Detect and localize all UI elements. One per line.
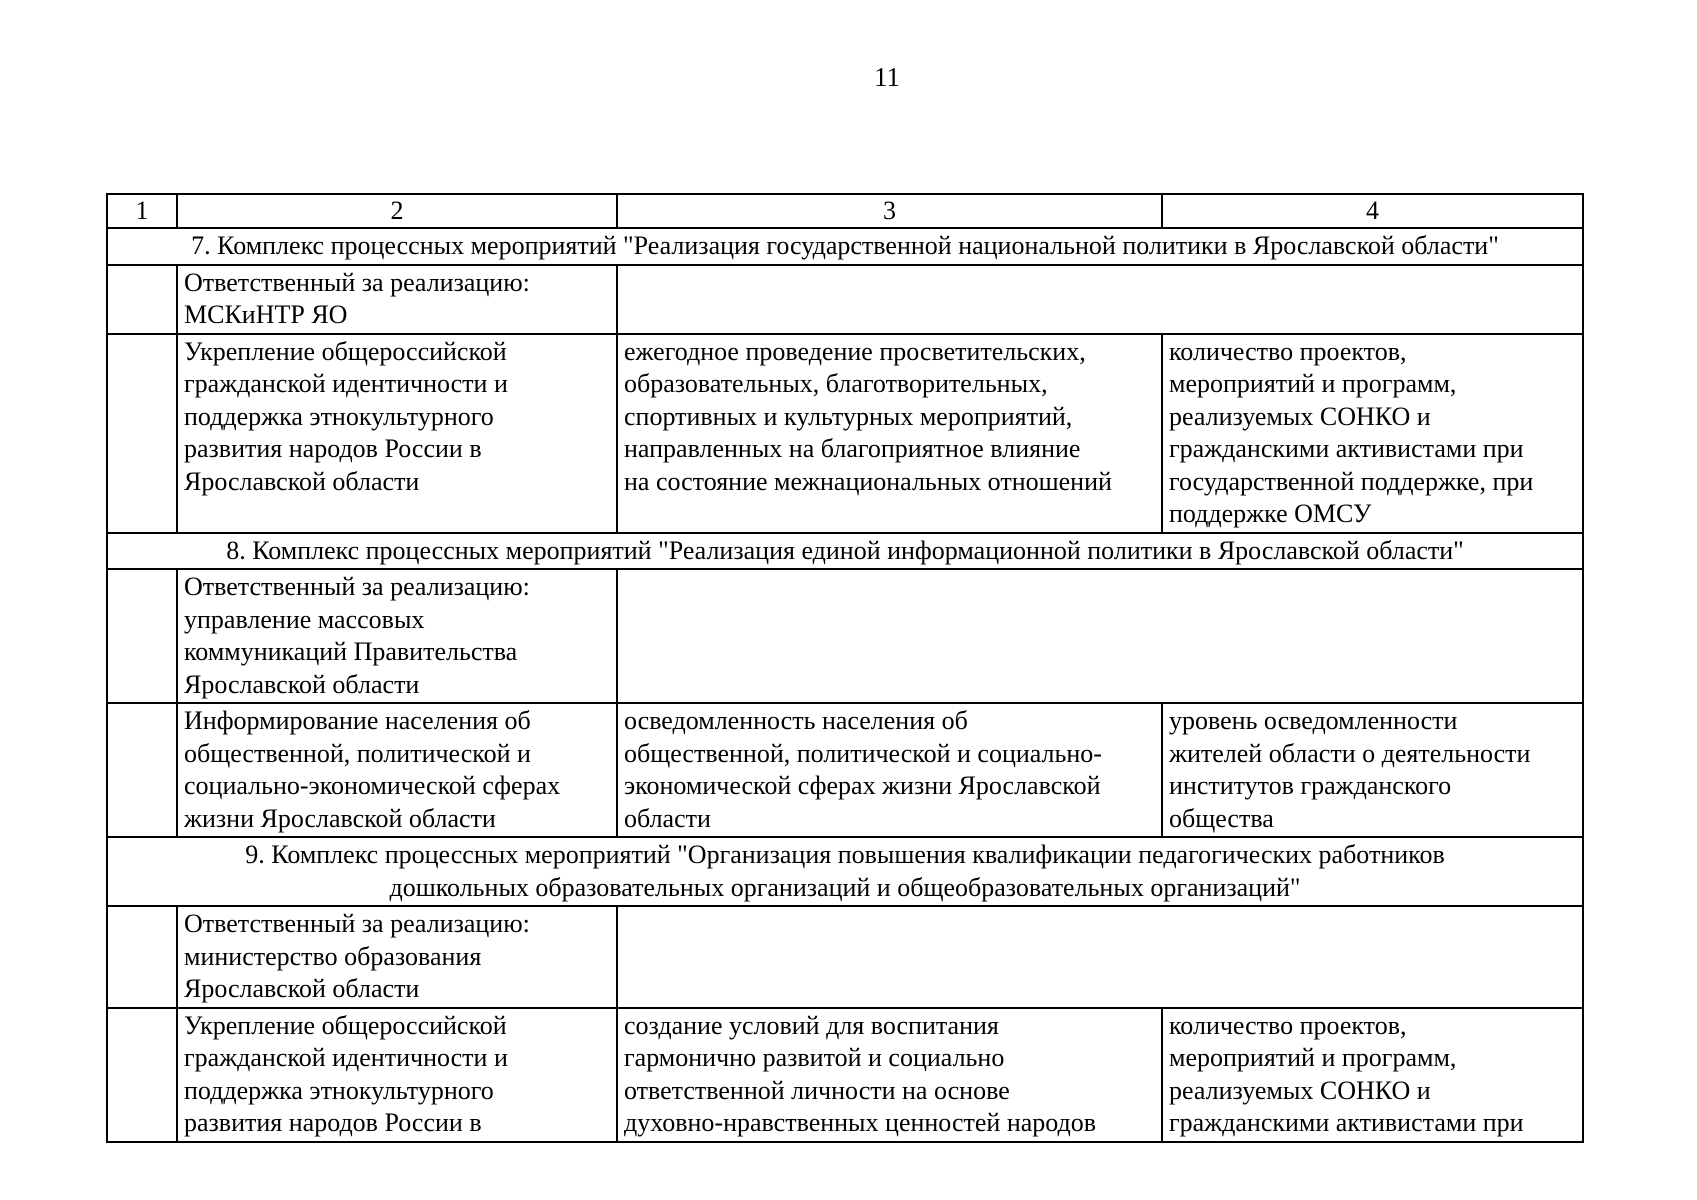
effect-line: духовно-нравственных ценностей народов [624,1108,1097,1137]
empty-cell [617,265,1583,334]
responsible-line: коммуникаций Правительства [184,637,518,666]
section-9-title [107,837,1583,906]
task-line: общественной, политической и [184,738,531,768]
task-line: Укрепление общероссийской [184,336,507,366]
section-title-row [107,228,1583,265]
number-cell [107,334,177,533]
indicator-line: количество проектов, [1169,1010,1407,1040]
responsible-line: МСКиНТР ЯО [184,300,348,329]
indicator-cell [1162,1008,1583,1142]
section-8-title [107,533,1583,570]
measures-table [106,193,1584,1143]
responsible-line: Ответственный за реализацию: [184,572,530,601]
table-header-row [107,194,1583,228]
indicator-cell [1162,334,1583,533]
indicator-line: мероприятий и программ, [1169,369,1457,398]
number-cell [107,265,177,334]
indicator-line: гражданскими активистами при [1169,434,1524,463]
number-cell [107,1008,177,1142]
responsible-line: управление массовых [184,604,425,634]
task-cell [177,334,617,533]
effect-line: области [624,803,711,833]
responsible-line: Ярославской области [184,669,420,699]
section-title-line: 7. Комплекс процессных мероприятий "Реализация государственной национальной политики в Ярославской области" [191,231,1499,260]
responsible-line: Ярославской области [184,974,420,1003]
empty-cell [617,906,1583,1008]
task-line: Укрепление общероссийской [184,1010,507,1040]
section-title-row [107,837,1583,906]
indicator-line: уровень осведомленности [1169,706,1458,735]
section-title-line: дошкольных образовательных организаций и общеобразовательных организаций" [389,872,1301,902]
page-number: 11 [874,62,900,92]
number-cell [107,569,177,703]
indicator-line: реализуемых СОНКО и [1169,1075,1431,1105]
responsible-cell [177,569,617,703]
task-line: жизни Ярославской области [184,803,496,833]
responsible-row [107,906,1583,1008]
task-line: поддержка этнокультурного [184,401,494,431]
responsible-line: Ответственный за реализацию: [184,267,530,297]
section-title-line: 9. Комплекс процессных мероприятий "Организация повышения квалификации педагогических работников [245,840,1445,869]
effect-line: ответственной личности на основе [624,1075,1010,1105]
effect-cell [617,1008,1162,1142]
task-line: развития народов России в [184,434,482,463]
responsible-row [107,265,1583,334]
effect-line: гармонично развитой и социально [624,1043,1005,1072]
task-line: Информирование населения об [184,706,531,735]
section-7-title [107,228,1583,265]
effect-line: образовательных, благотворительных, [624,369,1048,398]
effect-line: ежегодное проведение просветительских, [624,336,1086,366]
effect-line: на состояние межнациональных отношений [624,466,1112,496]
task-line: гражданской идентичности и [184,369,508,398]
task-cell [177,703,617,837]
empty-cell [617,569,1583,703]
effect-line: направленных на благоприятное влияние [624,434,1081,463]
column-1-header: 1 [107,194,177,228]
indicator-line: государственной поддержке, при [1169,466,1534,496]
task-line: развития народов России в [184,1108,482,1137]
column-4-header: 4 [1162,194,1583,228]
indicator-line: поддержке ОМСУ [1169,499,1372,528]
indicator-line: мероприятий и программ, [1169,1043,1457,1072]
effect-line: спортивных и культурных мероприятий, [624,401,1073,431]
number-cell [107,703,177,837]
responsible-line: министерство образования [184,941,482,971]
responsible-line: Ответственный за реализацию: [184,909,530,938]
effect-cell [617,703,1162,837]
indicator-line: гражданскими активистами при [1169,1108,1524,1137]
task-row [107,334,1583,533]
task-row [107,703,1583,837]
task-cell [177,1008,617,1142]
indicator-line: жителей области о деятельности [1169,738,1531,768]
task-line: Ярославской области [184,466,420,496]
indicator-line: реализуемых СОНКО и [1169,401,1431,431]
effect-line: экономической сферах жизни Ярославской [624,771,1101,800]
effect-line: осведомленность населения об [624,706,968,735]
section-title-line: 8. Комплекс процессных мероприятий "Реализация единой информационной политики в Ярославской области" [226,535,1464,565]
number-cell [107,906,177,1008]
responsible-row [107,569,1583,703]
indicator-line: общества [1169,803,1274,833]
responsible-cell [177,906,617,1008]
effect-cell [617,334,1162,533]
indicator-cell [1162,703,1583,837]
task-line: гражданской идентичности и [184,1043,508,1072]
column-3-header: 3 [617,194,1162,228]
indicator-line: количество проектов, [1169,336,1407,366]
effect-line: общественной, политической и социально- [624,738,1102,768]
task-row [107,1008,1583,1142]
task-line: социально-экономической сферах [184,771,561,800]
responsible-cell [177,265,617,334]
indicator-line: институтов гражданского [1169,771,1452,800]
section-title-row [107,533,1583,570]
column-2-header: 2 [177,194,617,228]
task-line: поддержка этнокультурного [184,1075,494,1105]
effect-line: создание условий для воспитания [624,1010,999,1040]
